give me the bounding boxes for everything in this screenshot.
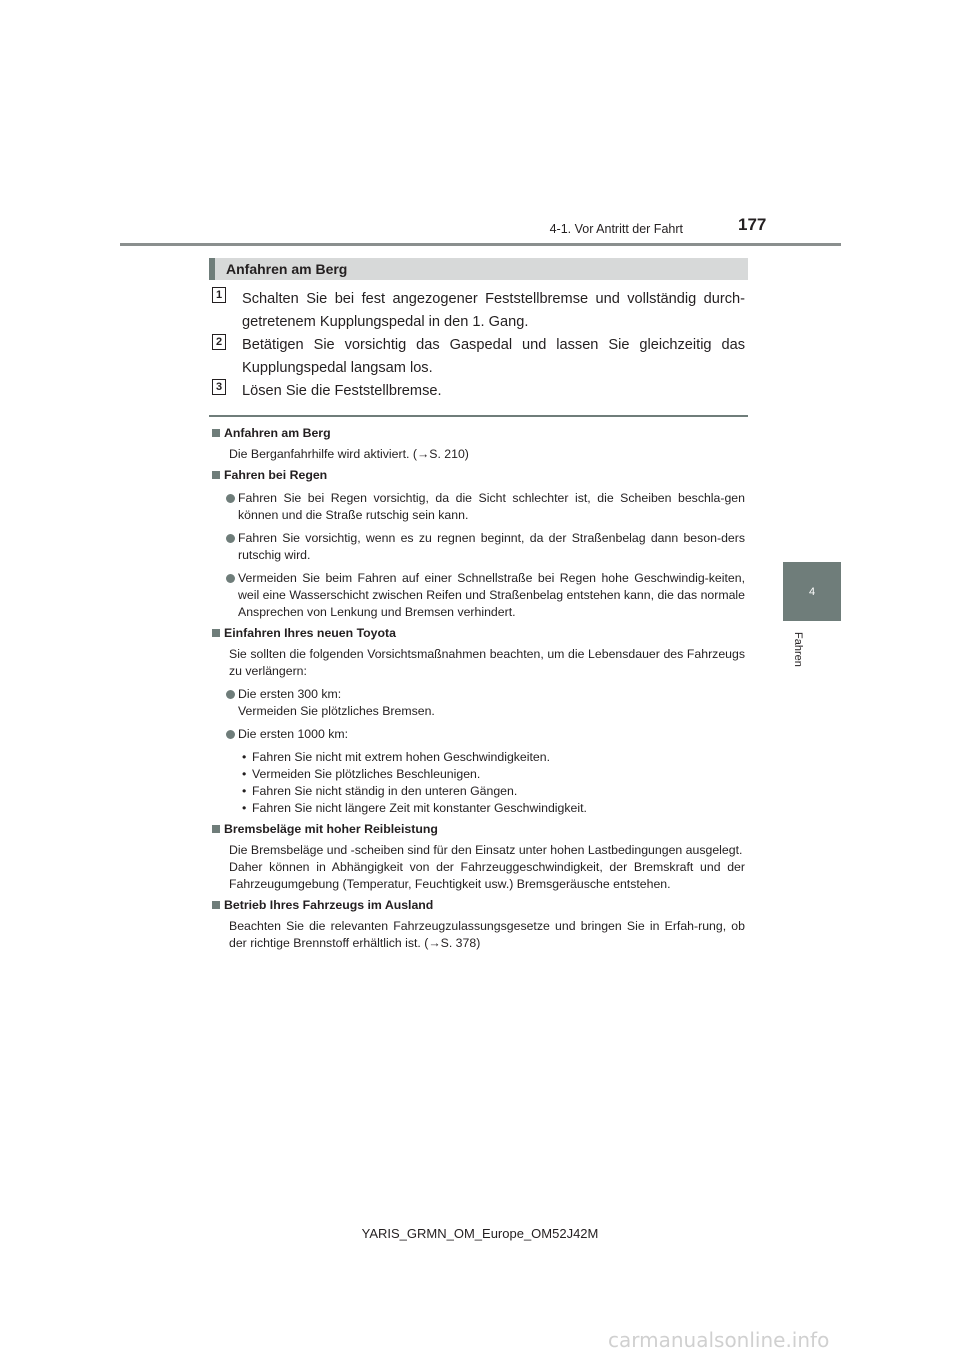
- sub-list-item: • Fahren Sie nicht ständig in den unteren Gängen.: [242, 783, 745, 800]
- sub-list-item: • Fahren Sie nicht mit extrem hohen Geschwindigkeiten.: [242, 749, 745, 766]
- header-section-title: 4-1. Vor Antritt der Fahrt: [549, 222, 683, 236]
- note-heading: Fahren bei Regen: [212, 467, 745, 484]
- list-item: Vermeiden Sie beim Fahren auf einer Schnellstraße bei Regen hohe Geschwindig-keiten, weil eine Wasserschicht zwischen Reifen und Straßenbelag entstehen kann, die das normale Ansprechen von Lenkung und Bremsen verhindert.: [212, 570, 745, 621]
- step-number-3: 3: [212, 379, 226, 395]
- square-bullet-icon: [212, 825, 220, 833]
- list-item: Fahren Sie vorsichtig, wenn es zu regnen beginnt, da der Straßenbelag dann beson-ders rutschig wird.: [212, 530, 745, 564]
- square-bullet-icon: [212, 629, 220, 637]
- header-divider: [120, 243, 841, 246]
- step-text-1: Schalten Sie bei fest angezogener Feststellbremse und vollständig durch-getretenem Kupplungspedal in den 1. Gang.: [242, 291, 745, 330]
- section-heading: [209, 258, 748, 280]
- circle-bullet-icon: [226, 494, 235, 503]
- square-bullet-icon: [212, 471, 220, 479]
- note-text: Die Bremsbeläge und -scheiben sind für den Einsatz unter hohen Lastbedingungen ausgelegt.: [229, 843, 743, 857]
- note-heading: Bremsbeläge mit hoher Reibleistung: [212, 821, 745, 838]
- sub-list: [212, 749, 745, 817]
- note-heading: Einfahren Ihres neuen Toyota: [212, 625, 745, 642]
- sub-list-item: • Fahren Sie nicht längere Zeit mit konstanter Geschwindigkeit.: [242, 800, 745, 817]
- note-text: Daher können in Abhängigkeit von der Fahrzeuggeschwindigkeit, der Bremskraft und der Fahrzeugumgebung (Temperatur, Feuchtigkeit usw.) Bremsgeräusche entstehen.: [229, 860, 745, 891]
- page-number: 177: [738, 215, 767, 234]
- list-item: Fahren Sie bei Regen vorsichtig, da die Sicht schlechter ist, die Scheiben beschla-gen können und die Straße rutschig sein kann.: [212, 490, 745, 524]
- square-bullet-icon: [212, 429, 220, 437]
- note-text: Beachten Sie die relevanten Fahrzeugzulassungsgesetze und bringen Sie in Erfah-rung, ob der richtige Brennstoff erhältlich ist. (→S. 378): [229, 919, 745, 950]
- circle-bullet-icon: [226, 690, 235, 699]
- circle-bullet-icon: [226, 534, 235, 543]
- section-divider: [209, 415, 748, 417]
- chapter-tab-label: Fahren: [792, 632, 804, 667]
- circle-bullet-icon: [226, 574, 235, 583]
- sub-list-item: • Vermeiden Sie plötzliches Beschleunigen.: [242, 766, 745, 783]
- note-heading: Anfahren am Berg: [212, 425, 745, 442]
- section-heading-text: Anfahren am Berg: [226, 261, 348, 277]
- step-text-3: Lösen Sie die Feststellbremse.: [242, 383, 442, 399]
- notes-section: [212, 425, 745, 952]
- note-text: Die Berganfahrhilfe wird aktiviert. (→S. 210): [229, 447, 469, 461]
- list-item: Die ersten 300 km: Vermeiden Sie plötzliches Bremsen.: [212, 686, 745, 720]
- step-text-2: Betätigen Sie vorsichtig das Gaspedal und lassen Sie gleichzeitig das Kupplungspedal langsam los.: [242, 337, 745, 376]
- document-footer: YARIS_GRMN_OM_Europe_OM52J42M: [361, 1226, 599, 1241]
- list-item: Die ersten 1000 km:: [212, 726, 745, 743]
- chapter-tab: 4: [783, 562, 841, 621]
- note-text: Sie sollten die folgenden Vorsichtsmaßnahmen beachten, um die Lebensdauer des Fahrzeugs zu verlängern:: [229, 647, 745, 678]
- step-number-1: 1: [212, 287, 226, 303]
- square-bullet-icon: [212, 901, 220, 909]
- circle-bullet-icon: [226, 730, 235, 739]
- watermark: carmanualsonline.info: [608, 1328, 830, 1352]
- step-number-2: 2: [212, 334, 226, 350]
- note-heading: Betrieb Ihres Fahrzeugs im Ausland: [212, 897, 745, 914]
